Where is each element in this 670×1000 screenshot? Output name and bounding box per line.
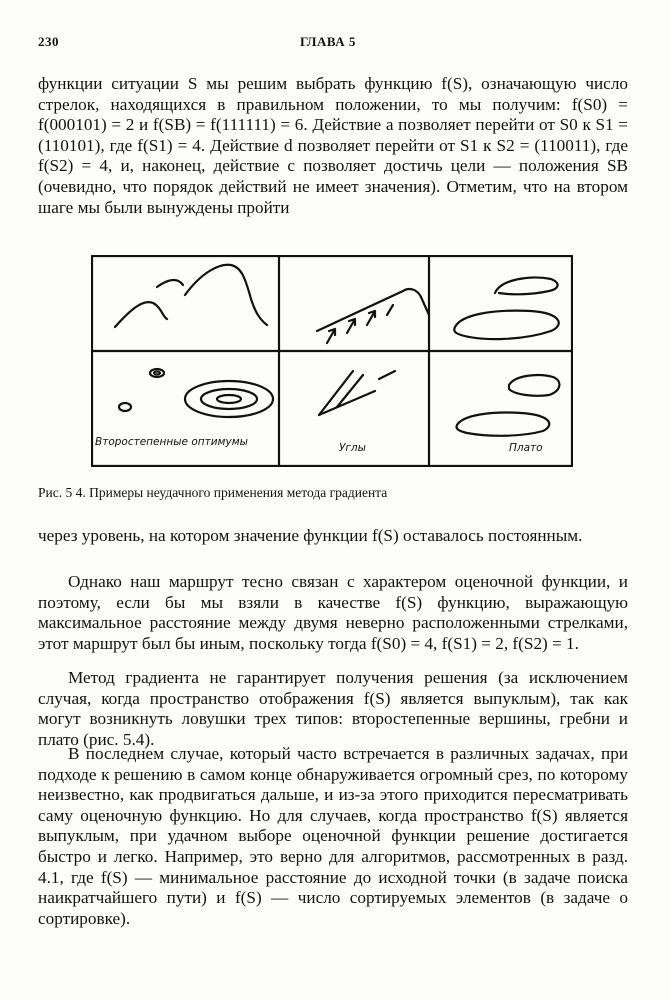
- label-corners: Углы: [339, 442, 366, 454]
- paragraph-3: Однако наш маршрут тесно связан с характером оценочной функции, и поэтому, если бы мы взяли в качестве f(S) функцию, выражающую максимальное расстояние между двумя неверно расположенными стрелками, этот маршрут был бы иным, поскольку тогда f(S0) = 4, f(S1) = 2, f(S2) = 1.: [38, 572, 628, 653]
- paragraph-continued: функции ситуации S мы решим выбрать функцию f(S), означающую число стрелок, находящихся в правильном положении, то мы получим: f(S0) = f(000101) = 2 и f(SB) = f(111111) = 6. Действие a позволяет перейти от S0 к S1 = (110101), где f(S1) = 4. Действие d позволяет перейти от S1 к S2 = (110011), где f(S2) = 4, и, наконец, действие c позволяет достичь цели — положения SB (очевидно, что порядок действий не имеет значения). Отметим, что на втором шаге мы были вынуждены пройти: [38, 74, 628, 217]
- corners-sketch: [319, 371, 395, 415]
- paragraph-5: В последнем случае, который часто встречается в различных задачах, при подходе к решению в самом конце обнаруживается огромный срез, по которому неизвестно, как продвигаться дальше, и из-за этого приходится пересматривать саму оценочную функцию. Но для случаев, когда пространство f(S) является выпуклым, при удачном выборе оценочной функции решение достигается быстро и легко. Например, это верно для алгоритмов, рассмотренных в разд. 4.1, где f(S) — минимальное расстояние до исходной точки (в задаче поиска наикратчайшего пути) и f(S) — число сортируемых элементов (в задаче о сортировке).: [38, 744, 628, 928]
- chapter-title: ГЛАВА 5: [300, 34, 356, 49]
- figure-gradient-traps: [91, 255, 573, 467]
- figure-drawing: [91, 255, 573, 467]
- contour-rings-sketch: [119, 369, 273, 417]
- plateau-bottom-sketch: [456, 375, 559, 436]
- ridge-sketch: [317, 289, 429, 343]
- plateau-top-sketch: [454, 278, 558, 340]
- running-header: [38, 34, 628, 54]
- paragraph-4: Метод градиента не гарантирует получения решения (за исключением случая, когда пространство отображения f(S) является выпуклым), так как могут возникнуть ловушки трех типов: второстепенные вершины, гребни и плато (рис. 5.4).: [38, 668, 628, 749]
- secondary-peaks-sketch: [115, 265, 267, 327]
- page-number: 230: [38, 34, 59, 49]
- label-secondary-optima: Второстепенные оптимумы: [95, 436, 248, 448]
- label-plateau: Плато: [509, 442, 543, 454]
- paragraph-2: через уровень, на котором значение функции f(S) оставалось постоянным.: [38, 526, 583, 545]
- figure-caption: Рис. 5 4. Примеры неудачного применения метода градиента: [38, 485, 388, 500]
